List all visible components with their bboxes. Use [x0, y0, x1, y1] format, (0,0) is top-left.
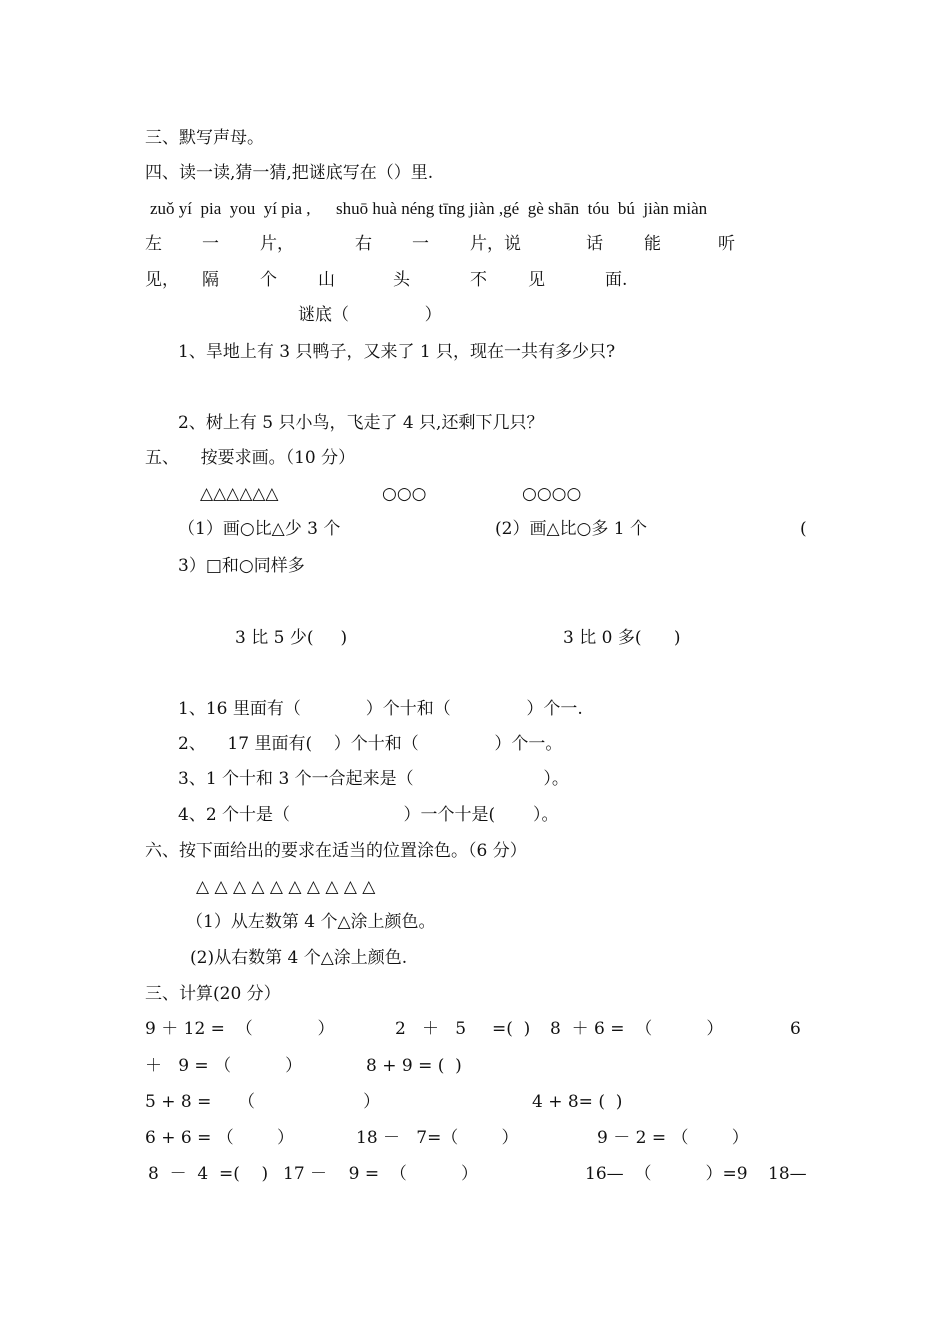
calc-item[interactable]: 5 + 8 = — [145, 1092, 212, 1112]
riddle-char: 左 — [145, 234, 162, 254]
word-problem-2: 2、树上有 5 只小鸟，飞走了 4 只,还剩下几只？ — [178, 413, 544, 433]
section5-title: 五、 按要求画。（10 分） — [145, 448, 356, 468]
riddle-char: 话 — [586, 234, 603, 254]
draw-instruction-1: （1）画○比△少 3 个 — [178, 519, 341, 539]
draw-instruction-3: 3）□和○同样多 — [178, 556, 305, 576]
calc-item[interactable]: 18 － 7=（ ） — [356, 1128, 519, 1148]
riddle-char: 山 — [318, 270, 335, 290]
calc-item[interactable]: 16— （ ）=9 — [585, 1164, 748, 1184]
calc-item[interactable]: ＋ 9 = （ ） — [145, 1056, 303, 1076]
riddle-char: 片， — [260, 234, 294, 254]
color-triangle-row[interactable]: △ △ △ △ △ △ △ △ △ △ — [196, 877, 376, 897]
riddle-char: 见 — [528, 270, 545, 290]
riddle-char: 能 — [644, 234, 661, 254]
calc-item[interactable]: 18— — [768, 1164, 807, 1184]
calc-title: 三、计算(20 分） — [145, 984, 281, 1004]
tens-ones-q2[interactable]: 2、 17 里面有( ）个十和（ ）个一。 — [178, 734, 563, 754]
calc-item[interactable]: 8 + 9 = ( ) — [366, 1056, 462, 1076]
compare-2[interactable]: 3 比 0 多( ) — [563, 628, 681, 648]
color-instruction-1: （1）从左数第 4 个△涂上颜色。 — [186, 912, 436, 932]
word-problem-1: 1、旱地上有 3 只鸭子，又来了 1 只，现在一共有多少只? — [178, 342, 616, 362]
calc-item[interactable]: 6 — [790, 1019, 801, 1039]
circle-row-4: ○○○○ — [522, 484, 582, 504]
calc-item[interactable]: 4 + 8= ( ) — [532, 1092, 623, 1112]
triangle-row: △△△△△△ — [200, 484, 279, 504]
section6-title: 六、按下面给出的要求在适当的位置涂色。（6 分） — [145, 841, 527, 861]
riddle-char: 个 — [260, 270, 277, 290]
circle-row-3: ○○○ — [382, 484, 427, 504]
riddle-char: 头 — [393, 270, 410, 290]
riddle-char: 一 — [202, 234, 219, 254]
calc-item[interactable]: （ ） — [238, 1092, 381, 1112]
calc-item[interactable]: 17 － 9 = （ ） — [283, 1164, 478, 1184]
riddle-char: 面. — [605, 270, 628, 290]
riddle-pinyin: zuǒ yí pia you yí pia , shuō huà néng tīng jiàn ,gé gè shān tóu bú jiàn miàn — [150, 199, 708, 218]
calc-item[interactable]: 8 － 4 =( ) — [148, 1164, 269, 1184]
calc-item[interactable]: =( ) — [492, 1019, 531, 1039]
tens-ones-q1[interactable]: 1、16 里面有（ ）个十和（ ）个一. — [178, 699, 583, 719]
riddle-char: 隔 — [202, 270, 219, 290]
tens-ones-q3[interactable]: 3、1 个十和 3 个一合起来是（ ）。 — [178, 769, 569, 789]
riddle-char: 不 — [470, 270, 487, 290]
riddle-char: 右 — [355, 234, 372, 254]
riddle-char: 片，说 — [470, 234, 521, 254]
calc-item[interactable]: 9 ＋ 12 = （ ） — [145, 1019, 335, 1039]
riddle-char: 听 — [718, 234, 735, 254]
riddle-answer-blank[interactable]: 谜底（ ） — [298, 305, 442, 325]
calc-item[interactable]: 2 ＋ 5 — [395, 1019, 467, 1039]
tens-ones-q4[interactable]: 4、2 个十是（ ）一个十是( ）。 — [178, 805, 559, 825]
calc-item[interactable]: 8 ＋ 6 = （ ） — [550, 1019, 724, 1039]
riddle-char: 见， — [145, 270, 179, 290]
calc-item[interactable]: 9 － 2 = （ ） — [597, 1128, 749, 1148]
section4-title: 四、读一读,猜一猜,把谜底写在（）里. — [145, 163, 434, 183]
color-instruction-2: (2)从右数第 4 个△涂上颜色. — [190, 948, 408, 968]
draw-instruction-2: (2）画△比○多 1 个 — [495, 519, 647, 539]
riddle-char: 一 — [412, 234, 429, 254]
compare-1[interactable]: 3 比 5 少( ) — [235, 628, 348, 648]
draw-instruction-3-paren: ( — [800, 519, 807, 539]
calc-item[interactable]: 6 + 6 = （ ） — [145, 1128, 294, 1148]
section3-title: 三、默写声母。 — [145, 128, 264, 148]
